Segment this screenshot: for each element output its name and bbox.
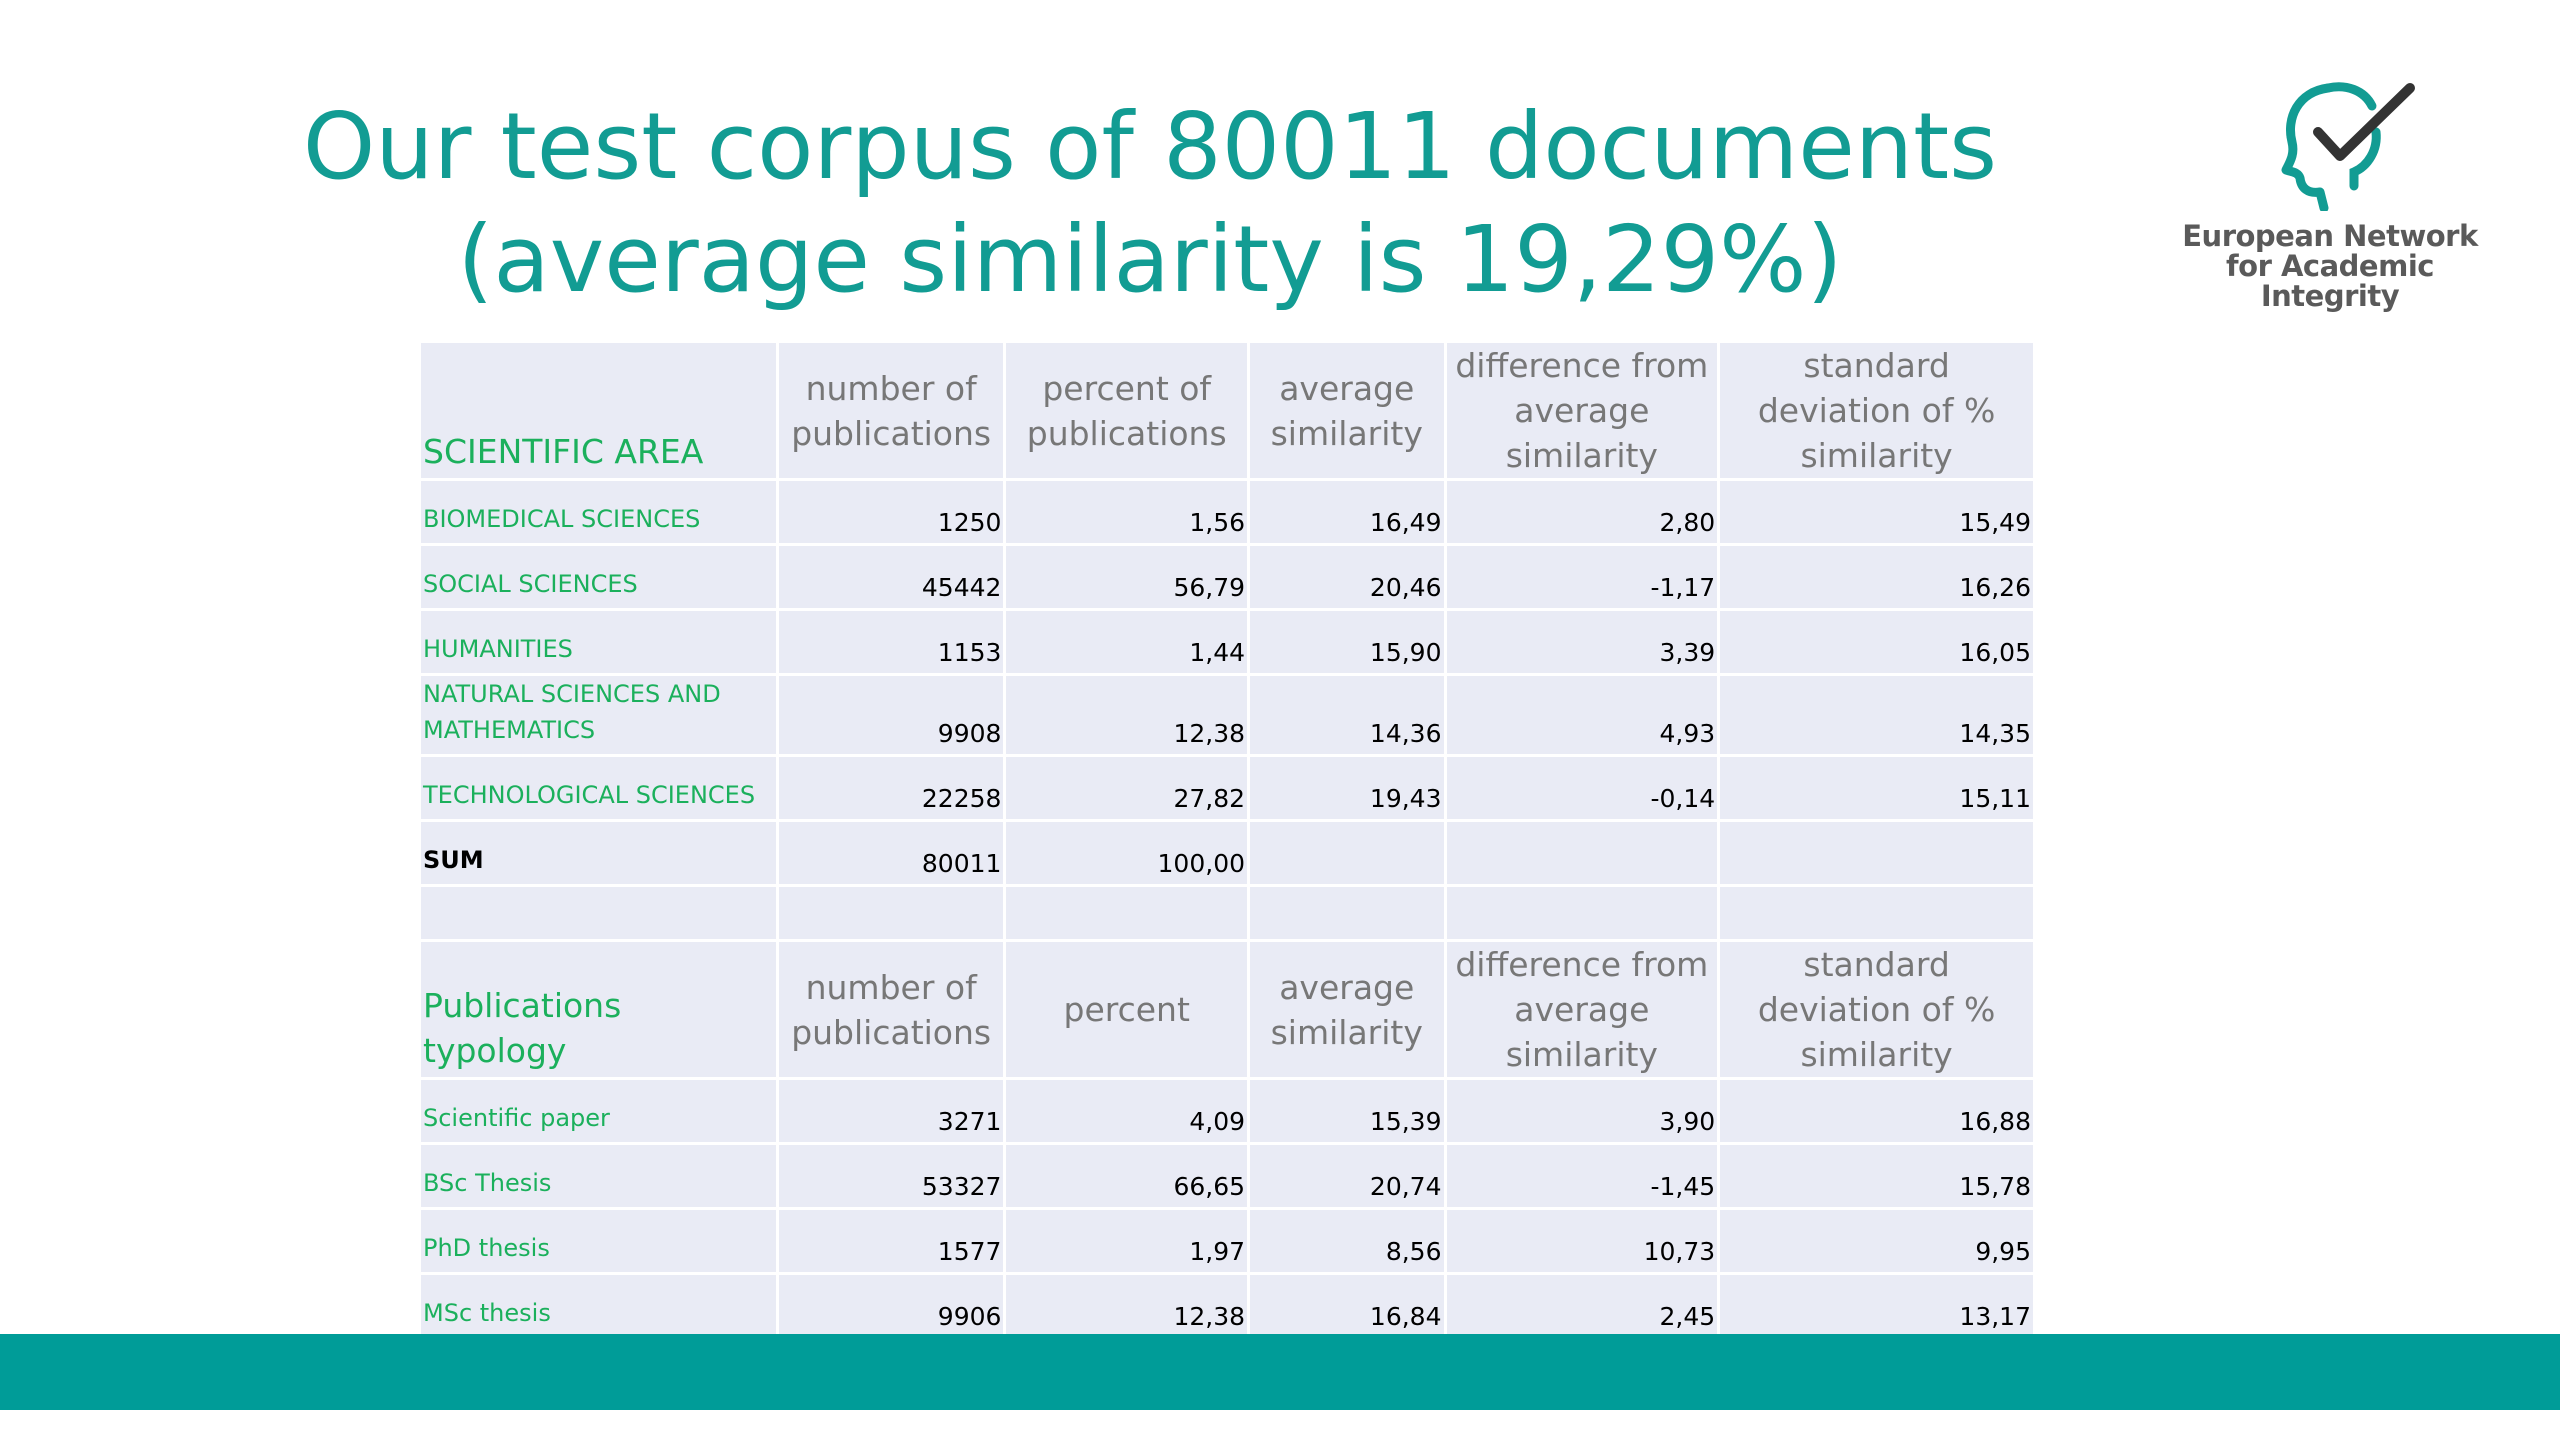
table-cell: 53327 xyxy=(779,1145,1004,1207)
row-label: NATURAL SCIENCES AND MATHEMATICS xyxy=(421,676,776,754)
corpus-table xyxy=(418,340,2036,1405)
table-cell: 12,38 xyxy=(1006,1275,1247,1337)
table-cell: 9,95 xyxy=(1720,1210,2033,1272)
table-cell: 4,93 xyxy=(1447,676,1718,754)
table-cell: 15,39 xyxy=(1250,1080,1443,1142)
table-cell: 14,35 xyxy=(1720,676,2033,754)
logo-text-line2: for Academic xyxy=(2226,249,2434,283)
row-label: BIOMEDICAL SCIENCES xyxy=(421,481,776,543)
row-label: BSc Thesis xyxy=(421,1145,776,1207)
slide-title xyxy=(200,90,2100,316)
table-cell: 80011 xyxy=(779,822,1004,884)
header-cell: average similarity xyxy=(1250,942,1443,1077)
logo-text-line3: Integrity xyxy=(2260,279,2400,313)
table-row xyxy=(421,546,2033,608)
table1-header-row xyxy=(421,343,2033,478)
table-cell: 9906 xyxy=(779,1275,1004,1337)
table-cell: 15,90 xyxy=(1250,611,1443,673)
table-cell: 3,39 xyxy=(1447,611,1718,673)
table-cell: 20,46 xyxy=(1250,546,1443,608)
table-cell xyxy=(1250,822,1443,884)
table-row xyxy=(421,1210,2033,1272)
table-row xyxy=(421,1080,2033,1142)
table-cell: 1250 xyxy=(779,481,1004,543)
table-cell: 27,82 xyxy=(1006,757,1247,819)
row-label: PhD thesis xyxy=(421,1210,776,1272)
table-cell: 16,84 xyxy=(1250,1275,1443,1337)
logo-text xyxy=(2180,221,2480,311)
row-label: SOCIAL SCIENCES xyxy=(421,546,776,608)
logo-text-line1: European Network xyxy=(2182,219,2478,253)
header-cell: difference from average similarity xyxy=(1447,942,1718,1077)
row-label: HUMANITIES xyxy=(421,611,776,673)
table-cell: 1,44 xyxy=(1006,611,1247,673)
table-cell: -1,17 xyxy=(1447,546,1718,608)
table-row xyxy=(421,611,2033,673)
table-cell: 10,73 xyxy=(1447,1210,1718,1272)
row-label: MSc thesis xyxy=(421,1275,776,1337)
table-cell: 1,97 xyxy=(1006,1210,1247,1272)
table-row xyxy=(421,676,2033,754)
header-cell: percent of publications xyxy=(1006,343,1247,478)
header-cell: standard deviation of % similarity xyxy=(1720,343,2033,478)
table-cell: 9908 xyxy=(779,676,1004,754)
table-cell xyxy=(1720,822,2033,884)
table-cell: 8,56 xyxy=(1250,1210,1443,1272)
header-cell: number of publications xyxy=(779,942,1004,1077)
table-cell: 22258 xyxy=(779,757,1004,819)
table-cell xyxy=(1447,822,1718,884)
table-cell: 19,43 xyxy=(1250,757,1443,819)
header-cell: standard deviation of % similarity xyxy=(1720,942,2033,1077)
table-cell: 20,74 xyxy=(1250,1145,1443,1207)
slide-title-line2: (average similarity is 19,29%) xyxy=(457,206,1843,313)
table-cell: 4,09 xyxy=(1006,1080,1247,1142)
table-row xyxy=(421,1145,2033,1207)
table-row xyxy=(421,1275,2033,1337)
table-row-sum xyxy=(421,822,2033,884)
table-cell: 1,56 xyxy=(1006,481,1247,543)
table-cell: 3,90 xyxy=(1447,1080,1718,1142)
table-row xyxy=(421,757,2033,819)
table2-header-row xyxy=(421,942,2033,1077)
table-cell: 45442 xyxy=(779,546,1004,608)
header-cell: percent xyxy=(1006,942,1247,1077)
header-cell: number of publications xyxy=(779,343,1004,478)
table-cell: 13,17 xyxy=(1720,1275,2033,1337)
table-cell: 15,11 xyxy=(1720,757,2033,819)
table-cell: 1153 xyxy=(779,611,1004,673)
row-label: TECHNOLOGICAL SCIENCES xyxy=(421,757,776,819)
empty-cell xyxy=(779,887,1004,939)
empty-cell xyxy=(1447,887,1718,939)
table-cell: 2,80 xyxy=(1447,481,1718,543)
table-cell: 1577 xyxy=(779,1210,1004,1272)
table-cell: 15,78 xyxy=(1720,1145,2033,1207)
header-cell: Publications typology xyxy=(421,942,776,1077)
table-row xyxy=(421,481,2033,543)
slide-title-line1: Our test corpus of 80011 documents xyxy=(302,93,1998,200)
spacer-row xyxy=(421,887,2033,939)
table-cell: 12,38 xyxy=(1006,676,1247,754)
table-cell: 16,05 xyxy=(1720,611,2033,673)
table-cell: 100,00 xyxy=(1006,822,1247,884)
table-cell: 16,88 xyxy=(1720,1080,2033,1142)
table-cell: 16,49 xyxy=(1250,481,1443,543)
head-with-checkmark-icon xyxy=(2268,66,2418,211)
table-cell: 14,36 xyxy=(1250,676,1443,754)
empty-cell xyxy=(1720,887,2033,939)
header-cell: average similarity xyxy=(1250,343,1443,478)
table-cell: 56,79 xyxy=(1006,546,1247,608)
empty-cell xyxy=(421,887,776,939)
table-cell: -1,45 xyxy=(1447,1145,1718,1207)
header-cell: SCIENTIFIC AREA xyxy=(421,343,776,478)
table-cell: 66,65 xyxy=(1006,1145,1247,1207)
empty-cell xyxy=(1006,887,1247,939)
table-cell: 2,45 xyxy=(1447,1275,1718,1337)
table-cell: -0,14 xyxy=(1447,757,1718,819)
enai-logo xyxy=(2180,66,2480,326)
table-cell: 16,26 xyxy=(1720,546,2033,608)
table-cell: 3271 xyxy=(779,1080,1004,1142)
header-cell: difference from average similarity xyxy=(1447,343,1718,478)
row-label: Scientific paper xyxy=(421,1080,776,1142)
footer-bar xyxy=(0,1334,2560,1410)
row-label: SUM xyxy=(421,822,776,884)
empty-cell xyxy=(1250,887,1443,939)
table-cell: 15,49 xyxy=(1720,481,2033,543)
